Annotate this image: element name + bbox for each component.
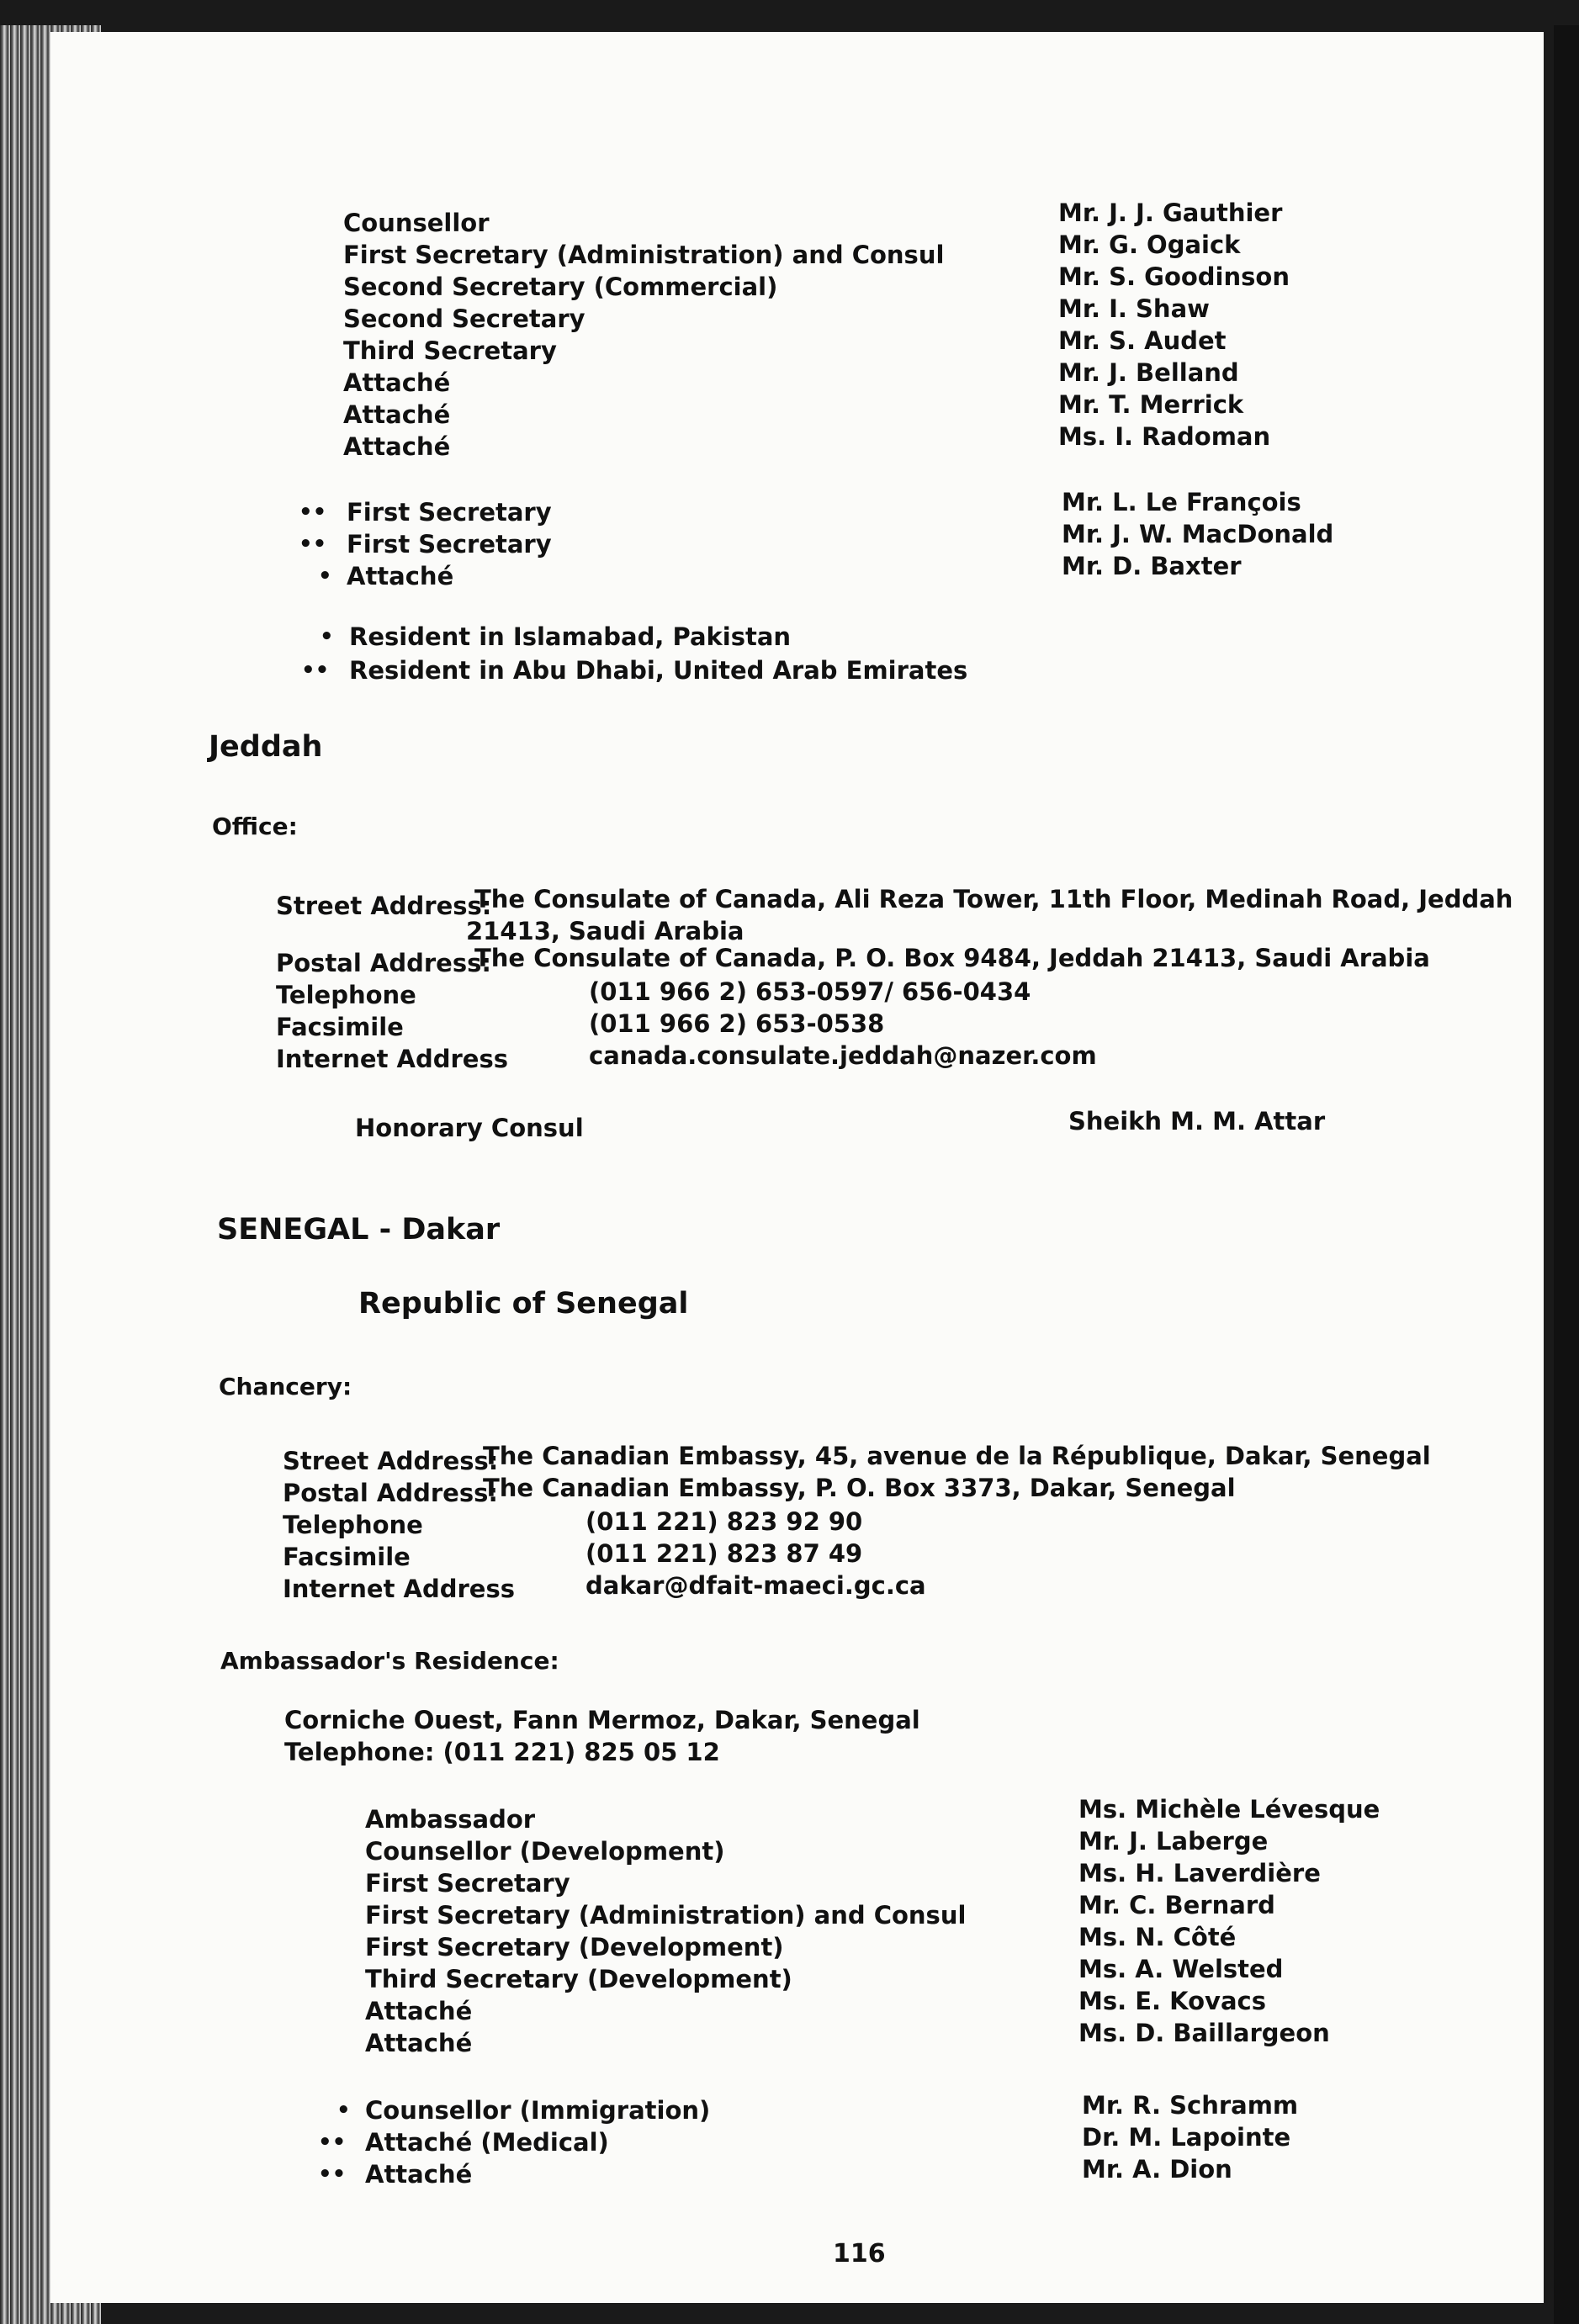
section-heading-jeddah: Jeddah	[209, 730, 323, 764]
staff-name: Ms. A. Welsted	[1078, 1955, 1284, 1983]
bullet-marker: ••	[299, 532, 327, 557]
facsimile-value: (011 966 2) 653-0538	[589, 1009, 885, 1038]
residence-telephone: Telephone: (011 221) 825 05 12	[284, 1738, 720, 1766]
footnote-text: Resident in Abu Dhabi, United Arab Emirates	[349, 656, 968, 685]
staff-title: Second Secretary (Commercial)	[343, 273, 778, 301]
bullet-marker: ••	[318, 2162, 347, 2187]
staff-title: Second Secretary	[343, 304, 586, 333]
internet-label: Internet Address	[283, 1575, 515, 1603]
staff-name: Mr. S. Goodinson	[1058, 262, 1290, 291]
staff-name: Ms. N. Côté	[1078, 1923, 1237, 1951]
staff-title: First Secretary (Administration) and Consul	[343, 241, 945, 269]
street-address-label: Street Address:	[276, 892, 492, 920]
bullet-marker: ••	[318, 2130, 347, 2155]
staff-title: Attaché	[365, 2160, 473, 2189]
staff-title: Attaché	[347, 562, 454, 590]
staff-title: Third Secretary (Development)	[365, 1965, 792, 1993]
staff-title: Attaché	[343, 432, 451, 461]
postal-address-label: Postal Address:	[283, 1479, 498, 1507]
staff-title: Ambassador	[365, 1805, 536, 1834]
staff-name: Mr. J. Laberge	[1078, 1827, 1269, 1855]
staff-name: Ms. H. Laverdière	[1078, 1859, 1321, 1887]
staff-name: Mr. I. Shaw	[1058, 294, 1210, 323]
staff-name: Ms. I. Radoman	[1058, 422, 1271, 451]
internet-value: canada.consulate.jeddah@nazer.com	[589, 1041, 1097, 1070]
staff-name: Mr. R. Schramm	[1082, 2091, 1299, 2120]
staff-title: Attaché	[343, 400, 451, 429]
staff-name: Mr. J. W. MacDonald	[1062, 520, 1334, 548]
directory-page	[50, 32, 1544, 2303]
bullet-marker: •	[318, 564, 332, 589]
internet-label: Internet Address	[276, 1045, 508, 1073]
facsimile-label: Facsimile	[283, 1543, 411, 1571]
bullet-marker: •	[336, 2098, 351, 2123]
telephone-value: (011 966 2) 653-0597/ 656-0434	[589, 977, 1031, 1006]
facsimile-label: Facsimile	[276, 1013, 404, 1041]
bullet-marker: ••	[299, 500, 327, 525]
street-address-label: Street Address:	[283, 1447, 499, 1475]
staff-title: Counsellor (Immigration)	[365, 2096, 711, 2125]
staff-name: Ms. D. Baillargeon	[1078, 2019, 1330, 2047]
staff-title: First Secretary (Development)	[365, 1933, 784, 1961]
staff-name: Mr. S. Audet	[1058, 326, 1227, 355]
staff-title: First Secretary	[365, 1869, 570, 1898]
street-address: The Canadian Embassy, 45, avenue de la République, Dakar, Senegal	[483, 1442, 1431, 1470]
staff-title: Attaché	[365, 2029, 473, 2057]
staff-title: Attaché	[365, 1997, 473, 2025]
page-number: 116	[833, 2239, 886, 2268]
residence-address: Corniche Ouest, Fann Mermoz, Dakar, Senegal	[284, 1706, 920, 1734]
staff-name: Mr. T. Merrick	[1058, 390, 1244, 419]
staff-name: Ms. Michèle Lévesque	[1078, 1795, 1380, 1824]
staff-title: Counsellor (Development)	[365, 1837, 725, 1866]
staff-name: Mr. J. Belland	[1058, 358, 1239, 387]
postal-address: The Consulate of Canada, P. O. Box 9484, Jeddah 21413, Saudi Arabia	[474, 944, 1430, 972]
staff-name: Mr. G. Ogaick	[1058, 230, 1241, 259]
street-address: The Consulate of Canada, Ali Reza Tower, 11th Floor, Medinah Road, Jeddah	[474, 885, 1513, 913]
office-label: Office:	[212, 813, 298, 840]
footnote-text: Resident in Islamabad, Pakistan	[349, 622, 792, 651]
postal-address-label: Postal Address:	[276, 949, 491, 977]
telephone-label: Telephone	[276, 981, 416, 1009]
staff-name: Mr. L. Le François	[1062, 488, 1301, 516]
staff-name: Mr. J. J. Gauthier	[1058, 199, 1283, 227]
staff-title: Third Secretary	[343, 336, 557, 365]
staff-name: Ms. E. Kovacs	[1078, 1987, 1266, 2015]
chancery-label: Chancery:	[219, 1373, 352, 1400]
staff-name: Mr. A. Dion	[1082, 2155, 1232, 2184]
staff-title: First Secretary (Administration) and Consul	[365, 1901, 967, 1930]
staff-title: Attaché (Medical)	[365, 2128, 609, 2157]
staff-title: Counsellor	[343, 209, 490, 237]
staff-name: Sheikh M. M. Attar	[1068, 1107, 1326, 1136]
staff-name: Dr. M. Lapointe	[1082, 2123, 1291, 2152]
staff-title: First Secretary	[347, 498, 552, 527]
staff-name: Mr. D. Baxter	[1062, 552, 1242, 580]
footnote-marker: ••	[301, 658, 330, 683]
telephone-label: Telephone	[283, 1511, 423, 1539]
country-name: Republic of Senegal	[358, 1287, 689, 1321]
street-address-line2: 21413, Saudi Arabia	[466, 917, 744, 945]
staff-title: Attaché	[343, 368, 451, 397]
staff-title: Honorary Consul	[355, 1114, 584, 1142]
staff-title: First Secretary	[347, 530, 552, 559]
section-heading-senegal: SENEGAL - Dakar	[217, 1213, 501, 1247]
facsimile-value: (011 221) 823 87 49	[586, 1539, 863, 1568]
staff-name: Mr. C. Bernard	[1078, 1891, 1275, 1919]
postal-address: The Canadian Embassy, P. O. Box 3373, Dakar, Senegal	[483, 1474, 1236, 1502]
footnote-marker: •	[320, 624, 334, 649]
residence-label: Ambassador's Residence:	[220, 1647, 559, 1675]
book-right-edge	[1554, 25, 1579, 2324]
telephone-value: (011 221) 823 92 90	[586, 1507, 863, 1536]
internet-value: dakar@dfait-maeci.gc.ca	[586, 1571, 926, 1600]
